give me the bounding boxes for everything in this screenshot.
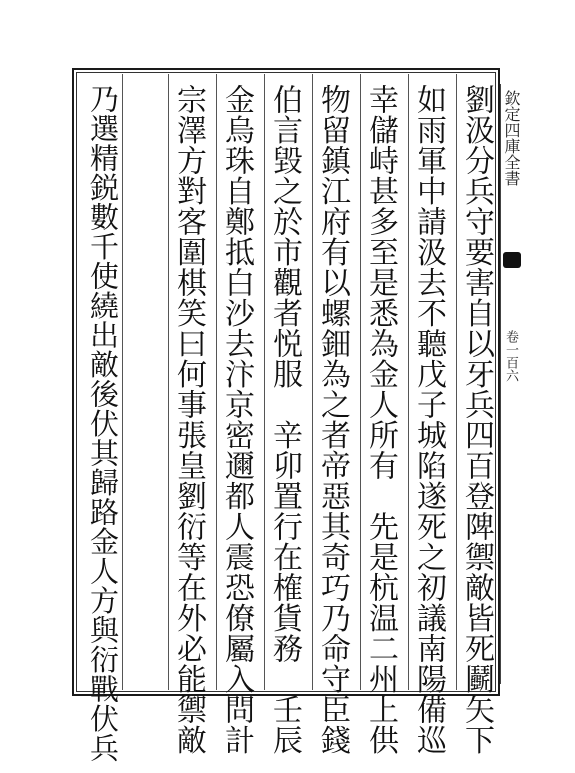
text-column-2: 如雨軍中請汲去不聽戊子城陷遂死之初議南陽備巡 — [411, 84, 446, 755]
text-column-8: 乃選精鋭數千使繞出敵後伏其歸路金人方與衍戰伏兵 — [86, 84, 120, 763]
text-column-4: 物留鎮江府有以螺鈿為之者帝惡其奇巧乃命守臣錢 — [315, 84, 350, 755]
column-rule — [408, 74, 409, 690]
column-rule — [216, 74, 217, 690]
text-column-6: 金烏珠自鄭抵白沙去汴京密邇都人震恐僚屬入問計 — [219, 84, 254, 755]
column-rule — [360, 74, 361, 690]
text-column-1: 劉汲分兵守要害自以牙兵四百登陴禦敵皆死鬬矢下 — [459, 84, 494, 755]
text-column-7: 宗澤方對客圍棋笑曰何事張皇劉衍等在外必能禦敵 — [171, 84, 206, 755]
margin-book-title: 欽定四庫全書 — [502, 90, 521, 186]
column-rule — [312, 74, 313, 690]
column-rule — [122, 74, 123, 690]
column-rule — [168, 74, 169, 690]
text-column-5: 伯言毀之於市觀者悦服 辛卯置行在榷貨務 壬辰 — [267, 84, 302, 755]
column-rule — [264, 74, 265, 690]
column-rule — [456, 74, 457, 690]
text-column-3: 幸儲峙甚多至是悉為金人所有 先是杭温二州上供 — [363, 84, 398, 755]
margin-juan-label: 卷一百六 — [503, 330, 518, 382]
fishtail-mark — [503, 252, 521, 268]
